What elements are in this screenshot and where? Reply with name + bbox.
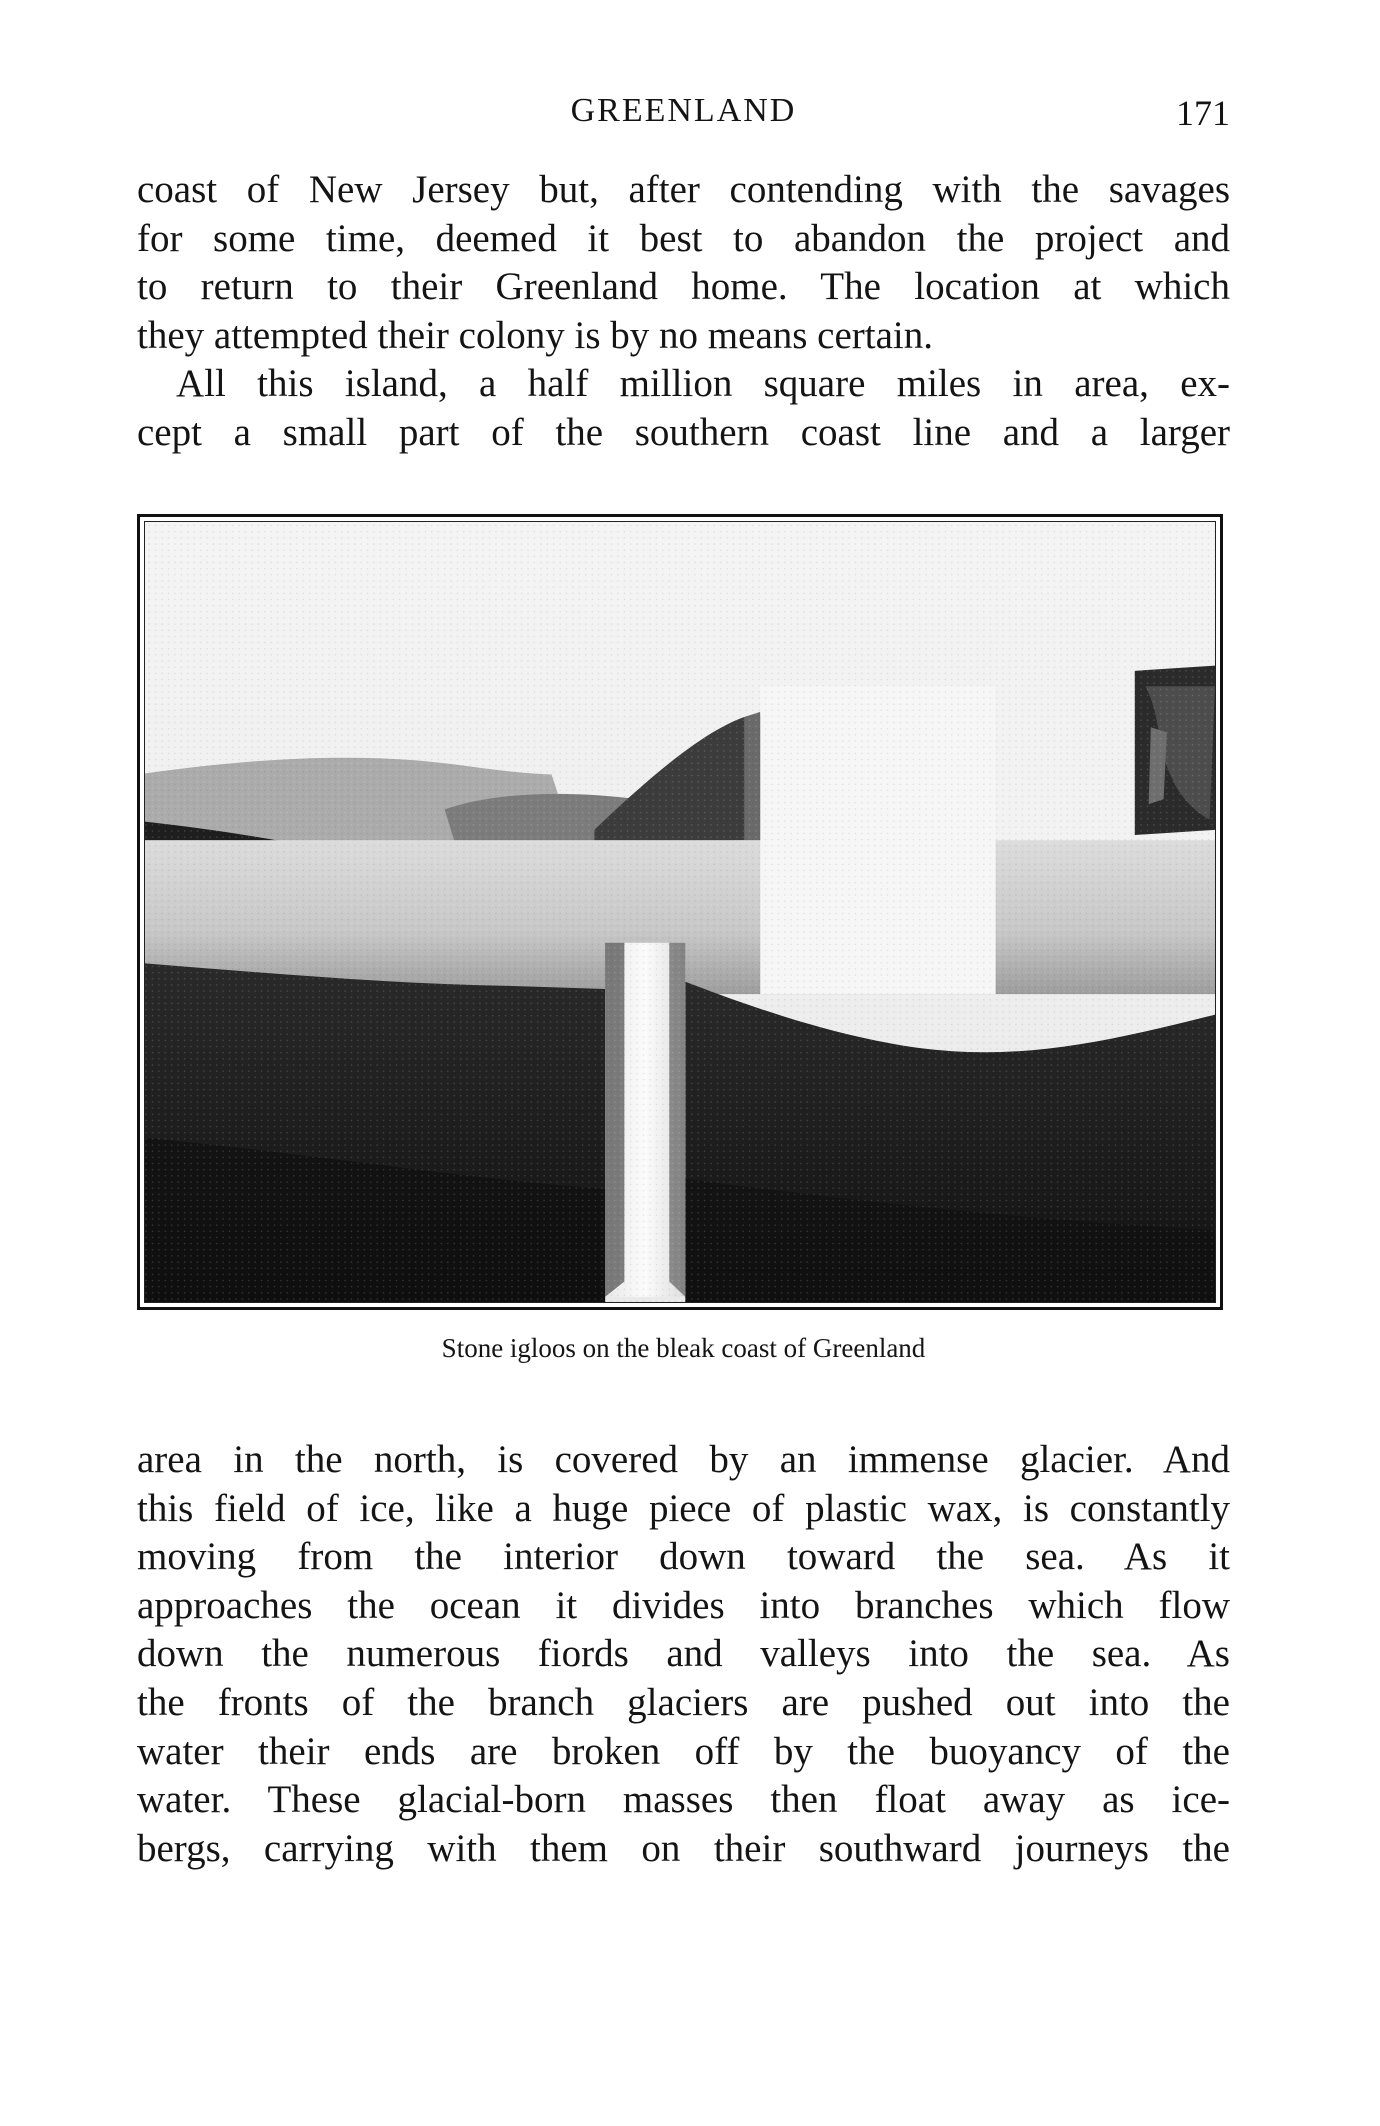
text-line: area in the north, is covered by an immense glacier. And	[137, 1438, 1230, 1481]
photo-plate	[137, 514, 1223, 1310]
text-line: water their ends are broken off by the buoyancy of the	[137, 1729, 1230, 1773]
figure-caption: Stone igloos on the bleak coast of Greenland	[441, 1333, 926, 1363]
text-line: bergs, carrying with them on their southward journeys the	[137, 1826, 1230, 1870]
text-line: for some time, deemed it best to abandon the project and	[137, 216, 1230, 260]
running-head	[137, 92, 1230, 136]
text-line: approaches the ocean it divides into branches which flow	[137, 1583, 1230, 1627]
text-line: this field of ice, like a huge piece of plastic wax, is constantly	[137, 1486, 1230, 1530]
running-title: GREENLAND	[570, 92, 797, 129]
text-line: coast of New Jersey but, after contending with the savages	[137, 168, 1230, 211]
paragraph-top	[137, 166, 1230, 458]
text-line: down the numerous fiords and valleys into the sea. As	[137, 1632, 1230, 1676]
greenland-coast-photo	[145, 522, 1215, 1302]
text-line: to return to their Greenland home. The location at which	[137, 265, 1230, 309]
text-line: All this island, a half million square miles in area, ex-	[176, 362, 1230, 406]
text-line: water. These glacial-born masses then float away as ice-	[137, 1778, 1230, 1822]
text-line: cept a small part of the southern coast line and a larger	[137, 410, 1230, 454]
page-number: 171	[1176, 93, 1230, 133]
text-line: they attempted their colony is by no means certain.	[137, 313, 934, 357]
text-line: the fronts of the branch glaciers are pushed out into the	[137, 1680, 1230, 1724]
paragraph-bottom	[137, 1436, 1230, 1873]
text-line: moving from the interior down toward the sea. As it	[137, 1535, 1230, 1579]
photo-frame	[144, 521, 1216, 1303]
